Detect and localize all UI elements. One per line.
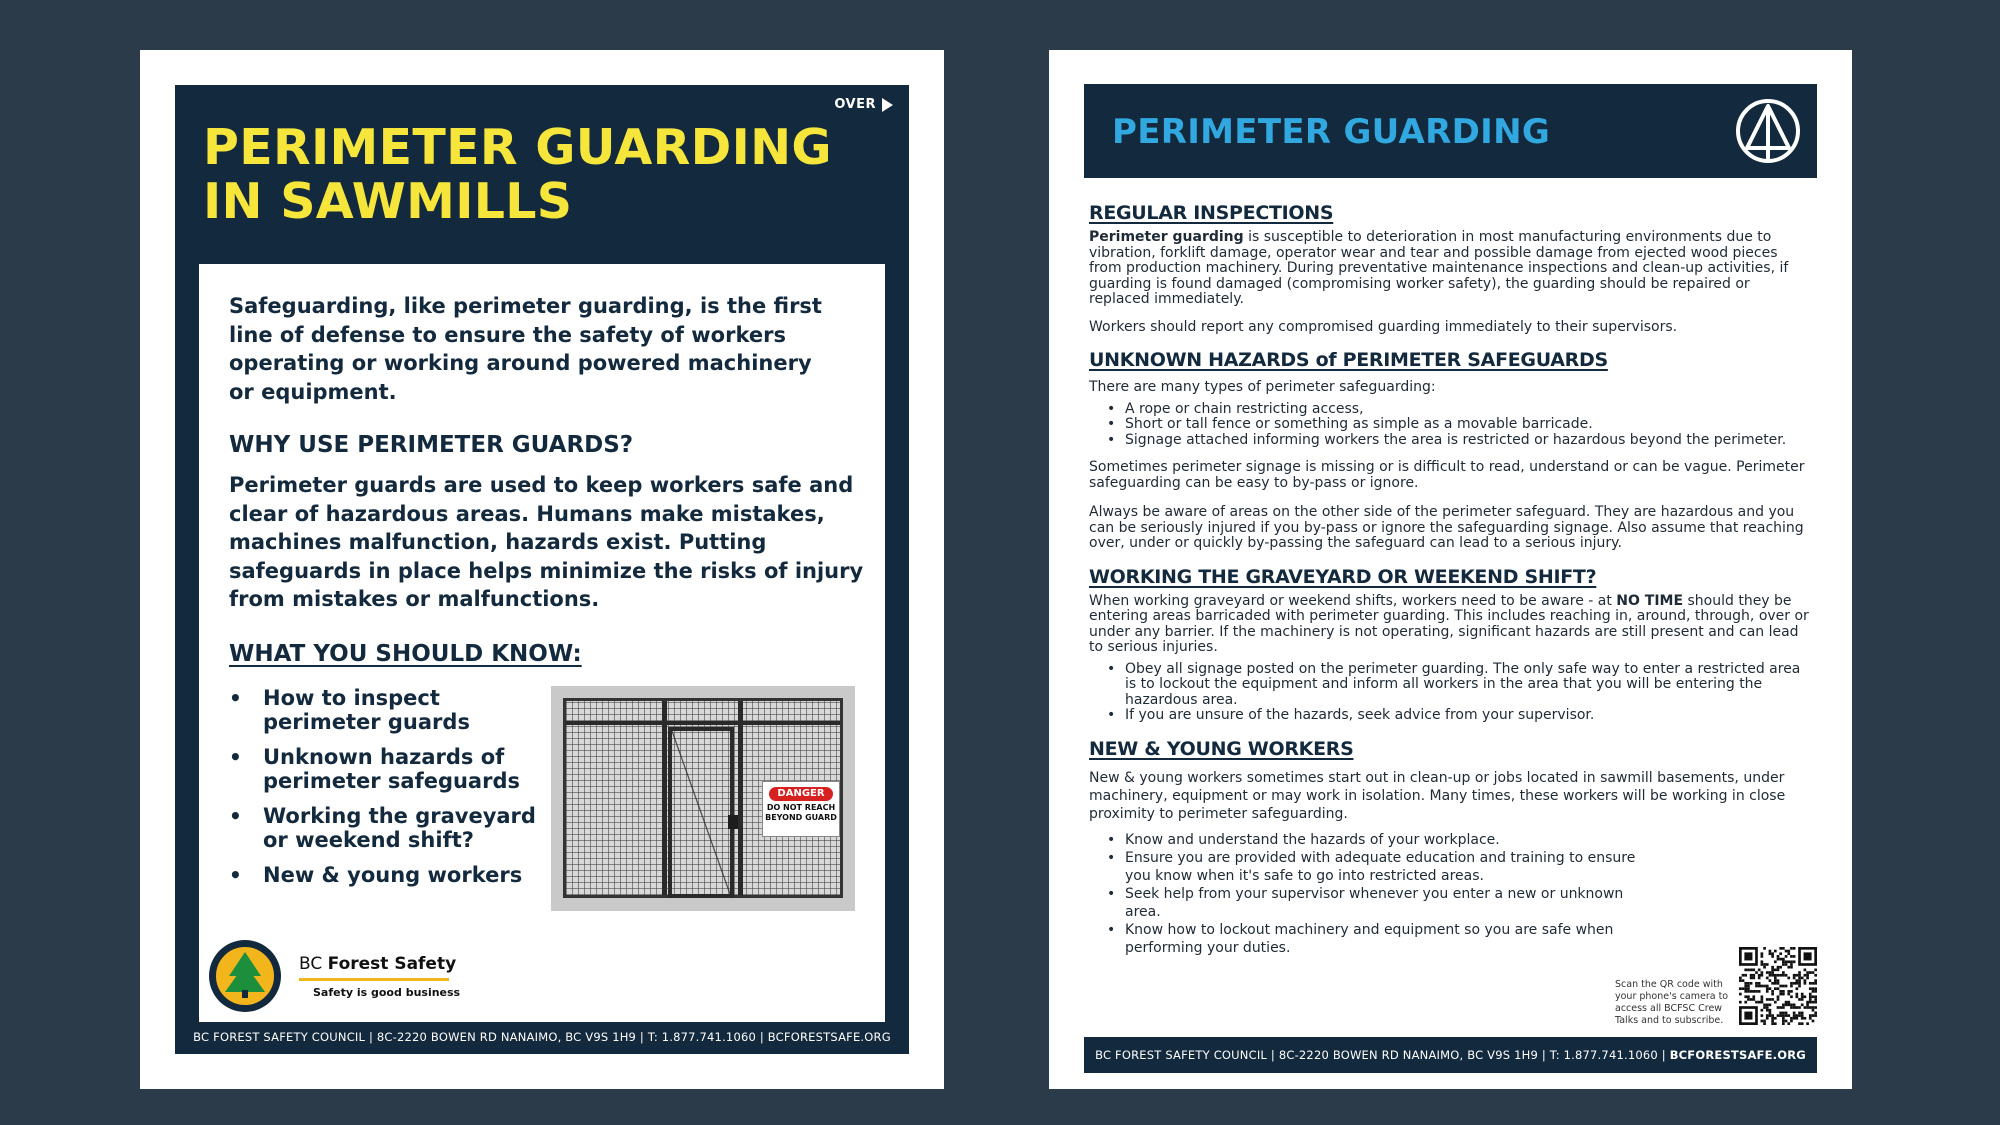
graveyard-heading: WORKING THE GRAVEYARD OR WEEKEND SHIFT? [1089,565,1597,588]
young-p1: New & young workers sometimes start out in clean-up or jobs located in sawmill basements, under machinery, equipment or may work in isolation. Many times, these workers will be working in close proximity to perimeter safeguarding. [1089,769,1786,822]
front-title [203,121,843,229]
section-inspections [1089,202,1811,335]
list-item: • Know and understand the hazards of your workplace. [1125,831,1649,849]
unknown-p3: Always be aware of areas on the other side of the perimeter safeguard. They are hazardous and you can be seriously injured if you by-pass or ignore the safeguarding signage. Also assume that reaching over, under or quickly by-passing the safeguard can lead to a serious injury. [1089,504,1804,551]
back-title: PERIMETER GUARDING [1112,112,1551,152]
front-content-panel [199,264,885,1022]
play-arrow-icon [882,98,893,112]
unknown-heading: UNKNOWN HAZARDS of PERIMETER SAFEGUARDS [1089,349,1608,371]
danger-sign-text: DO NOT REACH BEYOND GUARD [765,803,837,822]
unknown-list [1089,402,1811,449]
over-text: OVER [834,97,876,112]
list-item: • Seek help from your supervisor whenever you enter a new or unknown area. [1125,885,1649,921]
fence-photo [551,686,855,911]
graveyard-p1-b: should they be entering areas barricaded with perimeter guarding. This includes reaching in, around, through, over or under any barrier. If the machinery is not operating, significant hazards are still present and can lead to serious injuries. [1089,592,1809,655]
list-item: • Working the graveyard or weekend shift? [229,804,549,852]
list-item: • Unknown hazards of perimeter safeguards [229,745,549,793]
front-frame [175,85,909,1054]
over-label [834,97,893,112]
section-young-workers [1089,738,1811,957]
list-item: • Obey all signage posted on the perimeter guarding. The only safe way to enter a restricted area is to lockout the equipment and inform all workers in the area that you will be entering the hazardous area. [1125,662,1811,709]
brand-tagline: Safety is good business [313,986,461,999]
back-footer [1084,1037,1817,1073]
list-item: • Short or tall fence or something as simple as a movable barricade. [1125,417,1811,433]
intro-text: Safeguarding, like perimeter guarding, is the first line of defense to ensure the safety of workers operating or working around powered machinery or equipment. [229,294,822,404]
list-item: • Know how to lockout machinery and equipment so you are safe when performing your duties. [1125,921,1649,957]
section-graveyard [1089,566,1811,724]
front-title-line1: PERIMETER GUARDING [203,119,832,176]
inspections-p1 [1089,230,1811,308]
door-handle [728,815,738,829]
brand-prefix: BC [299,954,328,974]
fence-door [668,727,734,898]
graveyard-p1-bold: NO TIME [1616,592,1684,609]
know-heading: WHAT YOU SHOULD KNOW: [229,641,582,667]
bcfsc-triangle-logo-icon [1735,98,1801,164]
inspections-p1-rest: is susceptible to deterioration in most manufacturing environments due to vibration, forklift damage, operator wear and tear and possible damage from ejected wood pieces from production machinery. During preventative maintenance inspections and clean-up activities, if guarding is found damaged (compromising worker safety), the guarding should be repaired or replaced immediately. [1089,229,1789,307]
inspections-p2: Workers should report any compromised guarding immediately to their supervisors. [1089,318,1678,335]
bc-forest-safety-logo-icon [209,940,281,1012]
graveyard-list [1089,662,1811,724]
list-item: • How to inspect perimeter guards [229,686,549,734]
why-text: Perimeter guards are used to keep workers safe and clear of hazardous areas. Humans make mistakes, machines malfunction, hazards exist. Putting safeguards in place helps minimize the risks of injury from mistakes or malfunctions. [229,473,864,611]
graveyard-p1-a: When working graveyard or weekend shifts, workers need to be aware - at [1089,592,1617,609]
qr-caption: Scan the QR code with your phone's camera to access all BCFSC Crew Talks and to subscribe. [1615,979,1729,1026]
list-item: • New & young workers [229,863,549,887]
page-back [1049,50,1852,1089]
young-list [1089,831,1649,957]
young-heading: NEW & YOUNG WORKERS [1089,737,1354,760]
list-item: • Ensure you are provided with adequate education and training to ensure you know when it's safe to go into restricted areas. [1125,849,1649,885]
danger-sign [762,781,840,837]
unknown-p2: Sometimes perimeter signage is missing or is difficult to read, understand or can be vague. Perimeter safeguarding can be easy to by-pass or ignore. [1089,459,1805,491]
unknown-intro: There are many types of perimeter safeguarding: [1089,379,1436,395]
why-heading: WHY USE PERIMETER GUARDS? [229,432,634,458]
back-header [1084,84,1817,178]
list-item: • Signage attached informing workers the area is restricted or hazardous beyond the perimeter. [1125,433,1811,449]
section-unknown-hazards [1089,349,1811,552]
back-body [1089,202,1811,957]
list-item: • If you are unsure of the hazards, seek advice from your supervisor. [1125,708,1811,724]
fence-illustration [563,698,843,898]
graveyard-p1 [1089,594,1811,656]
back-footer-text: BC FOREST SAFETY COUNCIL | 8C-2220 BOWEN RD NANAIMO, BC V9S 1H9 | T: 1.877.741.1060 | [1095,1048,1670,1062]
brand-underline [299,978,449,981]
qr-code-icon[interactable] [1739,947,1817,1025]
brand-bold: Forest Safety [327,954,457,974]
page-front [140,50,944,1089]
front-footer: BC FOREST SAFETY COUNCIL | 8C-2220 BOWEN RD NANAIMO, BC V9S 1H9 | T: 1.877.741.1060 | BCFORESTSAFE.ORG [193,1030,891,1044]
inspections-p1-bold: Perimeter guarding [1089,229,1244,245]
back-footer-site[interactable]: BCFORESTSAFE.ORG [1669,1048,1806,1062]
brand-name [299,954,456,974]
front-title-line2: IN SAWMILLS [203,173,573,230]
inspections-heading: REGULAR INSPECTIONS [1089,202,1334,224]
know-list [229,686,549,898]
list-item: • A rope or chain restricting access, [1125,402,1811,418]
danger-label: DANGER [769,787,833,801]
